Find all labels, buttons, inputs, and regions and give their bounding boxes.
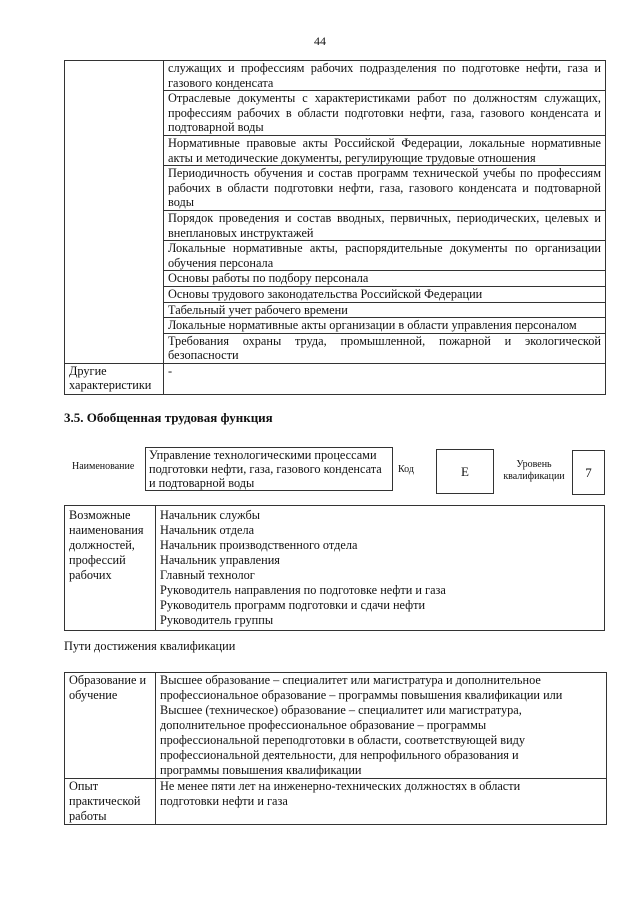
knowledge-item: Табельный учет рабочего времени xyxy=(164,302,606,318)
position-item: Начальник отдела xyxy=(160,523,255,537)
knowledge-item: Локальные нормативные акты организации в области управления персоналом xyxy=(164,318,606,334)
empty-label-cell xyxy=(65,61,164,364)
other-characteristics-label: Другие характеристики xyxy=(65,363,164,394)
other-characteristics-value: - xyxy=(164,363,606,394)
knowledge-item: Основы трудового законодательства Российской Федерации xyxy=(164,286,606,302)
position-item: Начальник управления xyxy=(160,553,280,567)
experience-value: Не менее пяти лет на инженерно-технических должностях в области подготовки нефти и газа xyxy=(156,779,607,825)
position-item: Руководитель направления по подготовке нефти и газа xyxy=(160,583,446,597)
experience-label: Опыт практической работы xyxy=(65,779,156,825)
positions-table xyxy=(64,505,605,631)
level-label: Уровень квалификации xyxy=(503,459,565,482)
knowledge-table xyxy=(64,60,606,395)
education-value: Высшее образование – специалитет или магистратура и дополнительное профессиональное образование – программы повышения квалификации или xyxy=(160,673,563,702)
knowledge-item: Требования охраны труда, промышленной, пожарной и экологической безопасности xyxy=(164,333,606,363)
positions-label: Возможные наименования должностей, профессий рабочих xyxy=(65,506,156,631)
education-label: Образование и обучение xyxy=(65,673,156,779)
knowledge-item: Порядок проведения и состав вводных, первичных, периодических, целевых и внеплановых инструктажей xyxy=(164,210,606,240)
knowledge-item: Отраслевые документы с характеристиками работ по должностям служащих, профессиям рабочих в области подготовки нефти, газа, газового конденсата и подтоварной воды xyxy=(164,91,606,136)
knowledge-item: Периодичность обучения и состав программ технической учебы по профессиям рабочих в области подготовки нефти, газа, газового конденсата и подтоварной воды xyxy=(164,166,606,211)
qualification-heading: Пути достижения квалификации xyxy=(64,639,236,653)
positions-list xyxy=(156,506,605,631)
position-item: Руководитель программ подготовки и сдачи нефти xyxy=(160,598,426,612)
qualification-table xyxy=(64,672,607,825)
position-item: Начальник службы xyxy=(160,508,260,522)
code-label: Код xyxy=(398,464,414,475)
knowledge-item: Локальные нормативные акты, распорядительные документы по организации обучения персонала xyxy=(164,241,606,271)
level-value: 7 xyxy=(572,450,605,495)
knowledge-item: Основы работы по подбору персонала xyxy=(164,271,606,287)
position-item: Руководитель группы xyxy=(160,613,274,627)
code-value: E xyxy=(436,449,494,494)
knowledge-item: Нормативные правовые акты Российской Федерации, локальные нормативные акты и методические документы, регулирующие трудовые отношения xyxy=(164,135,606,165)
section-heading: 3.5. Обобщенная трудовая функция xyxy=(64,410,273,425)
page-number: 44 xyxy=(314,34,326,48)
position-item: Главный технолог xyxy=(160,568,255,582)
name-value: Управление технологическими процессами подготовки нефти, газа, газового конденсата и подтоварной воды xyxy=(145,447,393,491)
knowledge-item: служащих и профессиям рабочих подразделения по подготовке нефти, газа и газового конденсата xyxy=(164,61,606,91)
name-label: Наименование xyxy=(72,461,135,472)
education-value-alt: Высшее (техническое) образование – специалитет или магистратура, дополнительное профессиональное образование – программы профессиональной переподготовки в области, соответствующей виду профессиональной деятельности, для непрофильного образования и программы повышения квалификации xyxy=(160,703,526,777)
position-item: Начальник производственного отдела xyxy=(160,538,358,552)
